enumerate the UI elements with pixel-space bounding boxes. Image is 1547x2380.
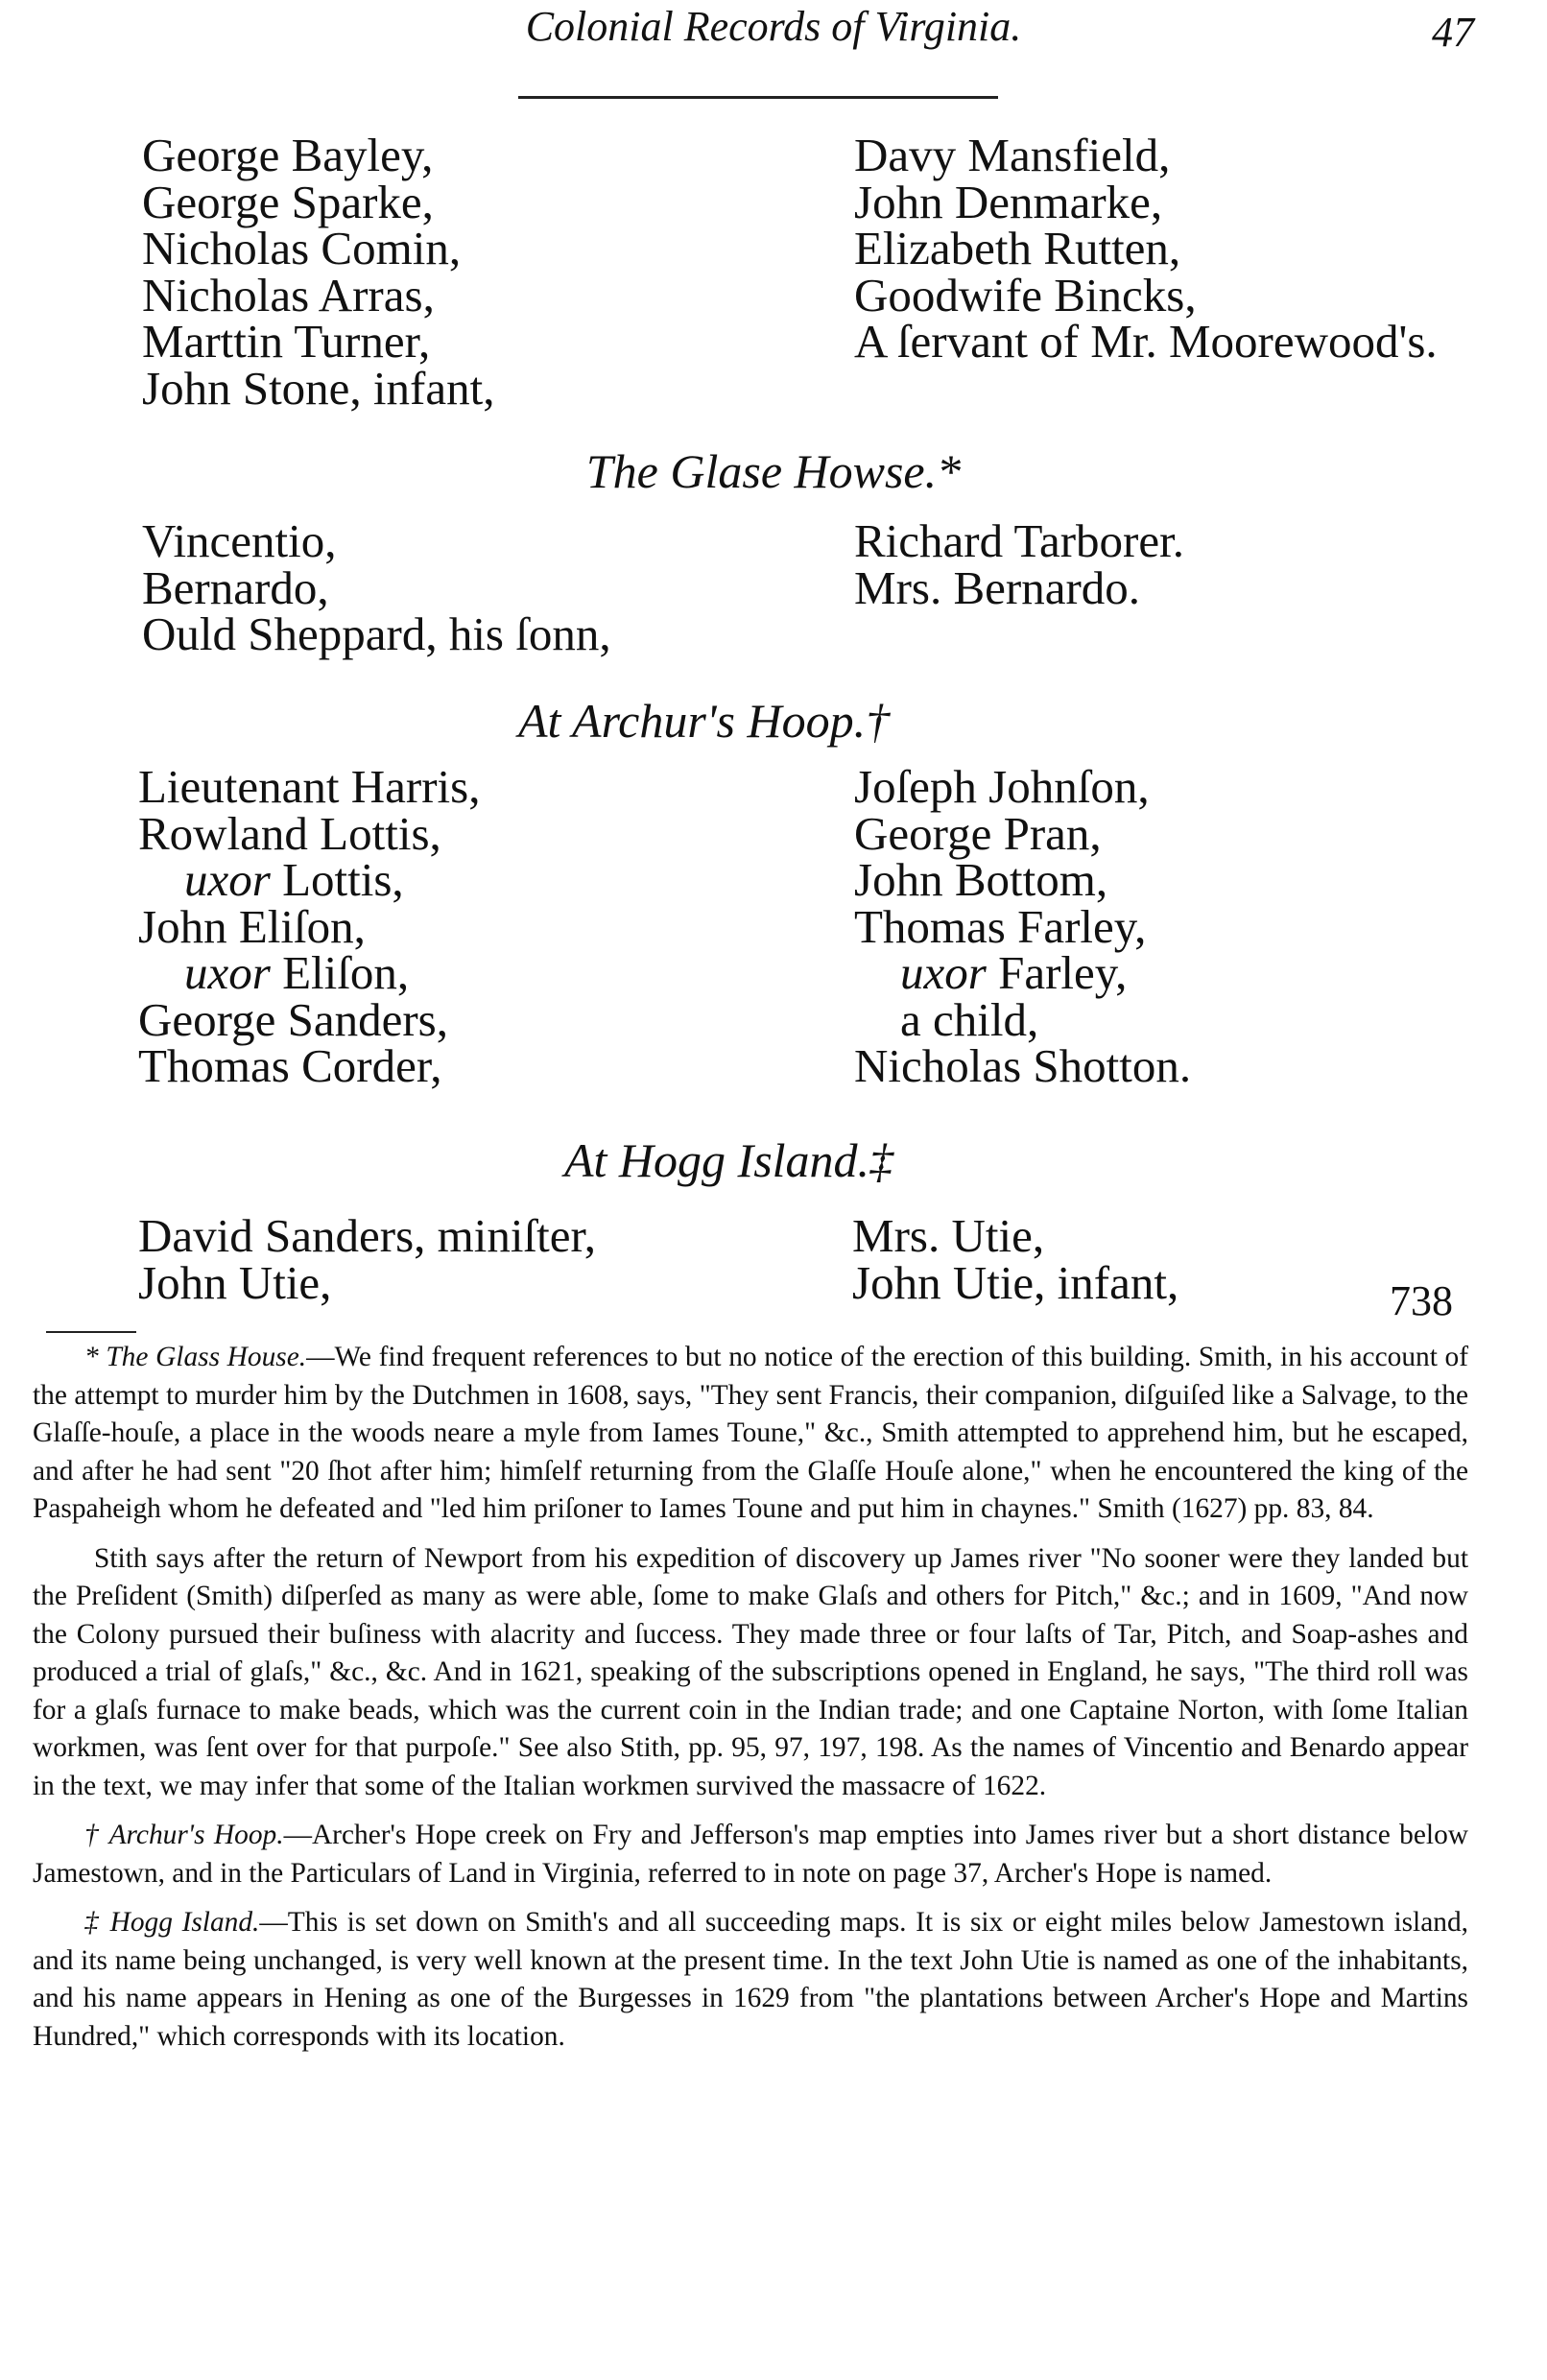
name-text: George Sanders,: [138, 992, 448, 1046]
archur-left-column: [138, 760, 481, 1092]
glase-left-column: [142, 514, 611, 660]
name-entry: [138, 853, 480, 906]
name-entry: Marttin Turner,: [142, 315, 431, 368]
name-text: Joſeph Johnſon,: [854, 760, 1150, 813]
name-entry: John Stone, infant,: [142, 361, 495, 415]
name-entry: David Sanders, miniſter,: [138, 1209, 597, 1262]
hogg-right-column: [852, 1209, 1179, 1309]
page-number: 47: [1432, 9, 1474, 56]
footnote-text: —Archer's Hope creek on Fry and Jefferson's map empties into James river but a short distance below Jamestown, and in the Particulars of Land in Virginia, referred to in note on page 37, Archer's Hope is named.: [33, 1820, 1468, 1889]
name-entry: [138, 1039, 480, 1092]
name-entry: [854, 1039, 1192, 1092]
name-entry: Richard Tarborer.: [854, 514, 1184, 567]
name-entry: [138, 946, 480, 999]
footnote-stith: [33, 1540, 1468, 1806]
footnote-title: * The Glass House.: [84, 1342, 307, 1372]
name-entry: George Bayley,: [142, 129, 434, 181]
name-entry: [854, 946, 1191, 999]
name-entry: Ould Sheppard, his ſonn,: [142, 607, 611, 660]
section-heading-glase-howse: The Glase Howse.*: [585, 444, 962, 498]
hogg-left-column: [138, 1209, 597, 1309]
name-entry: Bernardo,: [142, 560, 329, 614]
footnote-title: ‡ Hogg Island.: [84, 1907, 260, 1938]
name-text: Lottis,: [270, 853, 404, 906]
name-text: a child,: [900, 992, 1039, 1046]
name-text: Eliſon,: [270, 946, 410, 999]
section-heading-archurs-hoop: At Archur's Hoop.†: [518, 694, 891, 748]
name-entry: [854, 806, 1191, 860]
name-text: Lieutenant Harris,: [138, 760, 481, 813]
group1-left-column: [142, 129, 495, 415]
footnotes: [33, 1339, 1468, 2067]
name-entry: John Utie, infant,: [852, 1255, 1179, 1309]
name-entry: [854, 853, 1191, 906]
footnote-text: —This is set down on Smith's and all succeeding maps. It is six or eight miles below Jamestown island, and its name being unchanged, is very well known at the present time. In the text John Utie is named as one of the inhabitants, and his name appears in Hening as one of the Burgesses in 1629 from "the plantations between Archer's Hope and Martins Hundred," which corresponds with its location.: [33, 1907, 1468, 2052]
running-title: Colonial Records of Virginia.: [525, 3, 1022, 50]
name-entry: George Sparke,: [142, 175, 434, 228]
archur-right-column: [854, 760, 1192, 1092]
footnote-glass-house: [33, 1339, 1468, 1529]
footnote-text: Stith says after the return of Newport from his expedition of discovery up James river "No sooner were they landed but the Preſident (Smith) diſperſed as many as were able, ſome to make Glaſs and others for Pitch," &c.; and in 1609, "And now the Colony pursued their buſiness with alacrity and ſuccess. They made three or four laſts of Tar, Pitch, and Soap-ashes and produced a trial of glaſs," &c., &c. And in 1621, speaking of the subscriptions opened in England, he says, "The third roll was for a glaſs furnace to make beads, which was the current coin in the Indian trade; and one Captaine Norton, with ſome Italian workmen, was ſent over for that purpoſe." See also Stith, pp. 95, 97, 197, 198. As the names of Vincentio and Benardo appear in the text, we may infer that some of the Italian workmen survived the massacre of 1622.: [33, 1542, 1468, 1801]
group1-right-column: [854, 129, 1438, 368]
name-text: John Eliſon,: [138, 899, 366, 953]
header-rule: [518, 96, 998, 99]
signature-mark: 738: [1390, 1277, 1453, 1324]
name-text: John Bottom,: [854, 853, 1108, 906]
name-entry: Nicholas Comin,: [142, 222, 462, 274]
name-entry: John Denmarke,: [854, 175, 1163, 228]
glase-right-column: [854, 514, 1184, 614]
name-entry: Davy Mansfield,: [854, 129, 1171, 181]
name-text: Thomas Farley,: [854, 899, 1147, 953]
name-entry: Mrs. Bernardo.: [854, 560, 1141, 614]
name-text: Thomas Corder,: [138, 1039, 442, 1092]
name-entry: [138, 899, 480, 953]
name-entry: [854, 760, 1191, 813]
name-entry: Mrs. Utie,: [852, 1209, 1045, 1262]
name-entry: [854, 899, 1191, 953]
name-entry: A ſervant of Mr. Moorewood's.: [854, 315, 1438, 368]
name-text: Nicholas Shotton.: [854, 1039, 1192, 1092]
name-entry: Elizabeth Rutten,: [854, 222, 1181, 274]
footnote-text: —We find frequent references to but no notice of the erection of this building. Smith, in his account of the attempt to murder him by the Dutchmen in 1608, says, "They sent Francis, their companion, diſguiſed like a Salvage, to the Glaſſe-houſe, a place in the woods neare a myle from Iames Toune," &c., Smith attempted to apprehend him, but he escaped, and after he had sent "20 ſhot after him; himſelf returning from the Glaſſe Houſe alone," when he encountered the king of the Paspaheigh whom he defeated and "led him priſoner to Iames Toune and put him in chaynes." Smith (1627) pp. 83, 84.: [33, 1342, 1469, 1524]
name-entry: [138, 806, 480, 860]
name-text: Farley,: [986, 946, 1128, 999]
footnote-archurs-hoop: [33, 1817, 1468, 1892]
name-entry: Vincentio,: [142, 514, 337, 567]
uxor-label: uxor: [184, 946, 271, 999]
uxor-label: uxor: [900, 946, 987, 999]
name-entry: [854, 992, 1191, 1046]
name-entry: Nicholas Arras,: [142, 268, 435, 321]
footnote-hogg-island: [33, 1904, 1468, 2056]
name-text: Rowland Lottis,: [138, 806, 441, 860]
footnote-title: † Archur's Hoop.: [84, 1820, 284, 1850]
name-entry: John Utie,: [138, 1255, 332, 1309]
uxor-label: uxor: [184, 853, 271, 906]
section-heading-hogg-island: At Hogg Island.‡: [564, 1133, 894, 1187]
name-entry: [138, 760, 481, 813]
name-entry: Goodwife Bincks,: [854, 268, 1197, 321]
footnote-rule: [46, 1331, 136, 1333]
name-text: George Pran,: [854, 806, 1102, 860]
name-entry: [138, 992, 480, 1046]
